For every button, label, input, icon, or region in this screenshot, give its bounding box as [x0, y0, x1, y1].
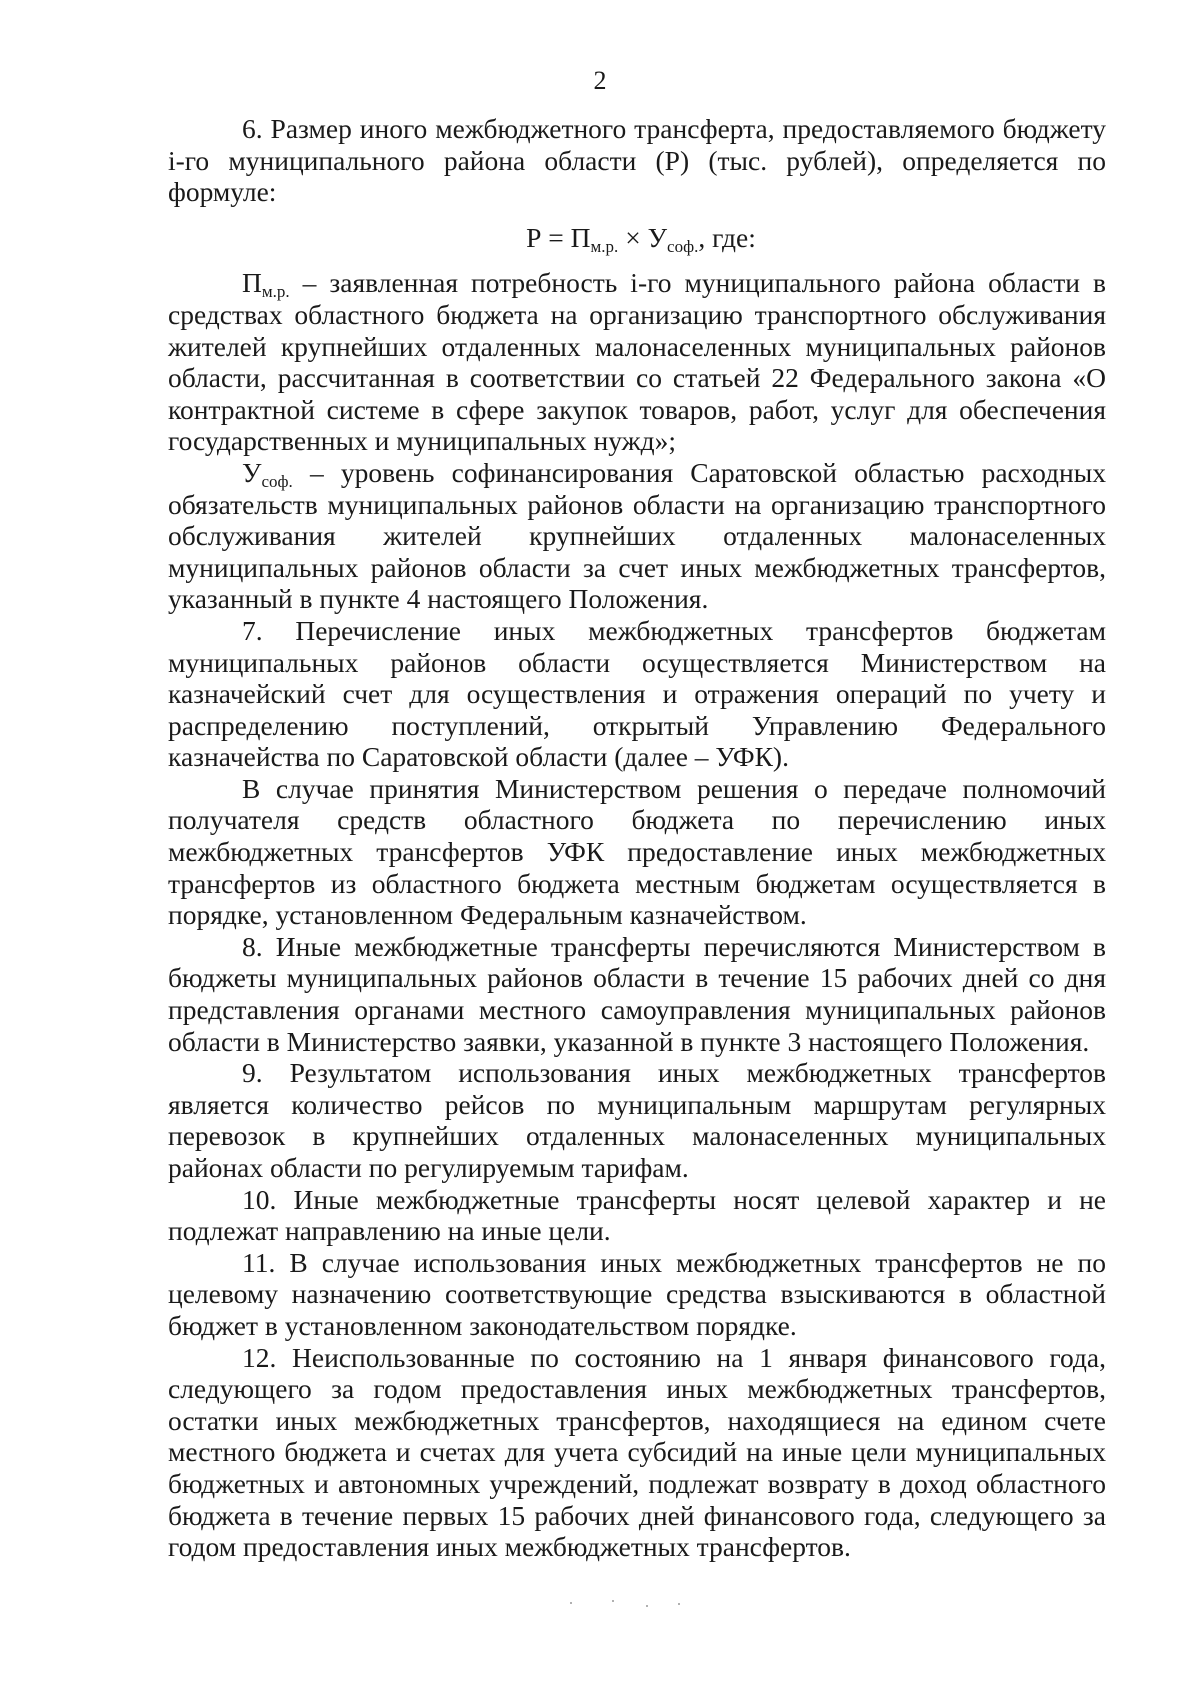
- formula-lhs: Р = П: [526, 221, 591, 253]
- scan-speck: [678, 1603, 680, 1605]
- paragraph-12: 12. Неиспользованные по состоянию на 1 января финансового года, следующего за годом предоставления иных межбюджетных трансфертов, остатки иных межбюджетных трансфертов, находящиеся на едином счете местного бюджета и счетах для учета субсидий на иные цели муниципальных бюджетных и автономных учреждений, подлежат возврату в доход областного бюджета в течение первых 15 рабочих дней финансового года, следующего за годом предоставления иных межбюджетных трансфертов.: [168, 1341, 1106, 1563]
- page-number: 2: [593, 66, 607, 95]
- paragraph-11: 11. В случае использования иных межбюджетных трансфертов не по целевому назначению соответствующие средства взыскиваются в областной бюджет в установленном законодательством порядке.: [168, 1246, 1106, 1341]
- paragraph-6: 6. Размер иного межбюджетного трансферта, предоставляемого бюджету i-го муниципального района области (Р) (тыс. рублей), определяется по формуле:: [168, 113, 1106, 208]
- scan-speck: [612, 1600, 614, 1602]
- paragraph-10: 10. Иные межбюджетные трансферты носят целевой характер и не подлежат направлению на иные цели.: [168, 1183, 1106, 1247]
- formula-sub-sof: соф.: [667, 236, 699, 256]
- definition-u-sof: [168, 457, 1106, 615]
- definition-p-mr: [168, 267, 1106, 457]
- def-u-text: – уровень софинансирования Саратовской областью расходных обязательств муниципальных районов области на организацию транспортного обслуживания жителей крупнейших отдаленных малонаселенных муниципальных районов области за счет иных межбюджетных трансфертов, указанный в пункте 4 настоящего Положения.: [168, 456, 1106, 615]
- scan-specks: [560, 1600, 760, 1610]
- paragraph-7b: В случае принятия Министерством решения о передаче полномочий получателя средств областного бюджета по перечислению иных межбюджетных трансфертов УФК предоставление иных межбюджетных трансфертов из областного бюджета местным бюджетам осуществляется в порядке, установленном Федеральным казначейством.: [168, 772, 1106, 931]
- formula-tail: , где:: [698, 221, 756, 253]
- formula-sub-mr: м.р.: [590, 236, 619, 256]
- paragraph-9: 9. Результатом использования иных межбюджетных трансфертов является количество рейсов по муниципальным маршрутам регулярных перевозок в крупнейших отдаленных малонаселенных муниципальных районах области по регулируемым тарифам.: [168, 1057, 1106, 1183]
- formula: [168, 222, 1106, 254]
- def-p-text: – заявленная потребность i-го муниципального района области в средствах областного бюджета на организацию транспортного обслуживания жителей крупнейших отдаленных малонаселенных муниципальных районов области, рассчитанная в соответствии со статьей 22 Федерального закона «О контрактной системе в сфере закупок товаров, работ, услуг для обеспечения государственных и муниципальных нужд»;: [168, 267, 1106, 457]
- def-p-sub: м.р.: [261, 282, 290, 302]
- document-body: [168, 113, 1106, 1563]
- def-p-symbol: П: [242, 267, 262, 299]
- scan-speck: [646, 1605, 648, 1607]
- paragraph-8: 8. Иные межбюджетные трансферты перечисляются Министерством в бюджеты муниципальных районов области в течение 15 рабочих дней со дня представления органами местного самоуправления муниципальных районов области в Министерство заявки, указанной в пункте 3 настоящего Положения.: [168, 930, 1106, 1057]
- formula-mid: × У: [618, 221, 668, 253]
- scan-speck: [570, 1602, 572, 1604]
- paragraph-7: 7. Перечисление иных межбюджетных трансфертов бюджетам муниципальных районов области осуществляется Министерством на казначейский счет для осуществления и отражения операций по учету и распределению поступлений, открытый Управлению Федерального казначейства по Саратовской области (далее – УФК).: [168, 614, 1106, 773]
- def-u-sub: соф.: [261, 471, 293, 491]
- def-u-symbol: У: [242, 456, 262, 488]
